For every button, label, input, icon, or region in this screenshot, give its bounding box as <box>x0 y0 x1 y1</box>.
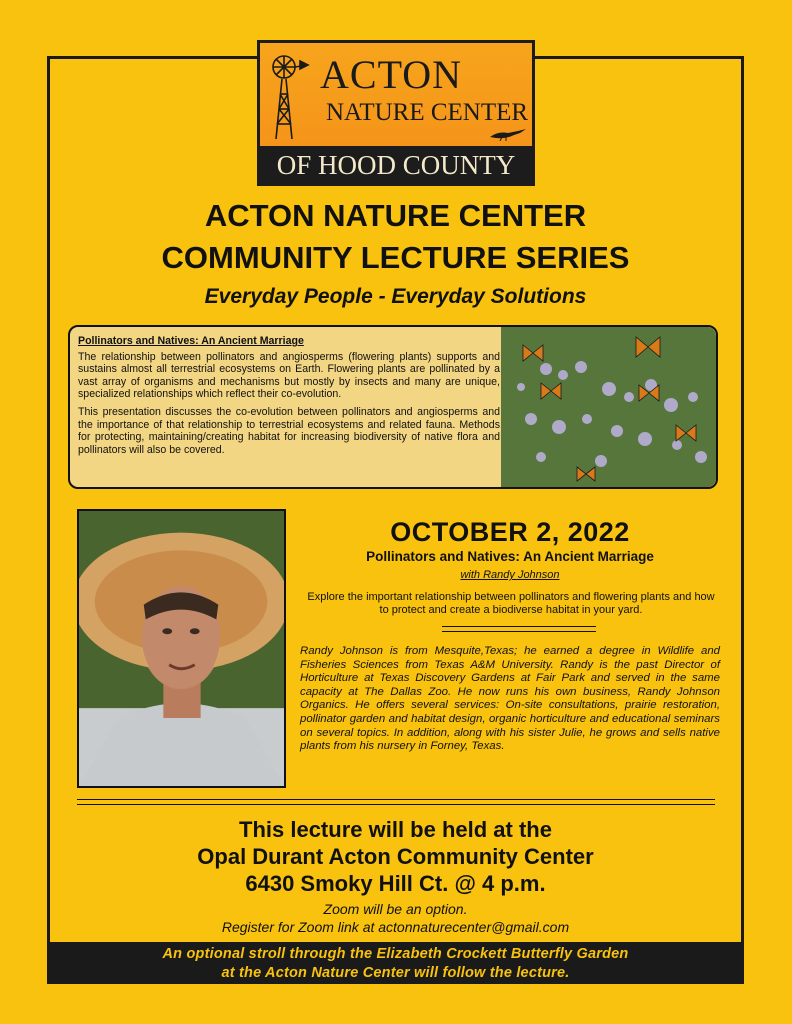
windmill-icon <box>270 49 310 141</box>
zoom-register: Register for Zoom link at actonnaturecenter@gmail.com <box>221 919 570 935</box>
description-paragraph-2: This presentation discusses the co-evolution between pollinators and angiosperms and the importance of that relationship to terrestrial ecosystems and related fauna. Methods for protecting, maintaining/creating habitat for increasing biodiversity of native flora and pollinators will also be covered. <box>78 405 500 456</box>
series-subtitle: Everyday People - Everyday Solutions <box>204 285 587 308</box>
divider-long-2 <box>77 804 715 805</box>
event-date: OCTOBER 2, 2022 <box>390 517 630 547</box>
event-speaker: with Randy Johnson <box>460 569 560 581</box>
footer-line-1: An optional stroll through the Elizabeth Crockett Butterfly Garden <box>162 946 629 962</box>
main-title-line2: COMMUNITY LECTURE SERIES <box>161 240 630 275</box>
divider-short-2 <box>442 631 596 632</box>
venue-line-1: This lecture will be held at the <box>239 817 552 842</box>
description-paragraph-1: The relationship between pollinators and angiosperms (flowering plants) supports and sustains almost all terrestrial ecosystems on Earth. Flowering plants are pollinated by a vast array of organisms and mechanisms but mostly by insects and many are unique, specialized relationships which reflect their co-evolution. <box>78 350 500 401</box>
venue-line-3: 6430 Smoky Hill Ct. @ 4 p.m. <box>245 871 546 896</box>
speaker-bio: Randy Johnson is from Mesquite,Texas; he earned a degree in Wildlife and Fisheries Sciences from Texas A&M University. Randy is the past Director of Horticulture at Texas Discovery Gardens at Fair Park and served in the same capacity at The Dallas Zoo. He now runs his own business, Randy Johnson Organics. He offers several services: On-site consultations, prairie restoration, pollinator garden and habitat design, organic horticulture and educational seminars on several topics. In addition, along with his sister Julie, he grows and sells native plants from his nursery in Forney, Texas. <box>300 645 720 753</box>
logo-top-panel <box>260 43 532 146</box>
zoom-option: Zoom will be an option. <box>323 901 468 917</box>
butterfly-garden-photo <box>501 327 716 487</box>
venue-line-2: Opal Durant Acton Community Center <box>197 844 594 869</box>
event-blurb: Explore the important relationship between pollinators and flowering plants and how to protect and create a biodiverse habitat in your yard. <box>307 591 715 616</box>
divider-short-1 <box>442 626 596 627</box>
description-box <box>68 325 718 489</box>
speaker-portrait-photo <box>77 509 286 788</box>
divider-long-1 <box>77 799 715 800</box>
logo-text-hood-county: OF HOOD COUNTY <box>260 146 532 182</box>
description-text <box>78 335 500 461</box>
event-title: Pollinators and Natives: An Ancient Marriage <box>366 549 654 564</box>
description-heading: Pollinators and Natives: An Ancient Marriage <box>78 335 304 347</box>
footer-line-2: at the Acton Nature Center will follow the lecture. <box>221 965 570 981</box>
logo-text-nature-center: NATURE CENTER <box>326 99 529 126</box>
logo-text-acton: ACTON <box>320 52 463 97</box>
footer-banner <box>47 942 744 984</box>
roadrunner-icon <box>488 127 528 141</box>
logo <box>257 40 535 186</box>
main-title-line1: ACTON NATURE CENTER <box>204 198 587 233</box>
